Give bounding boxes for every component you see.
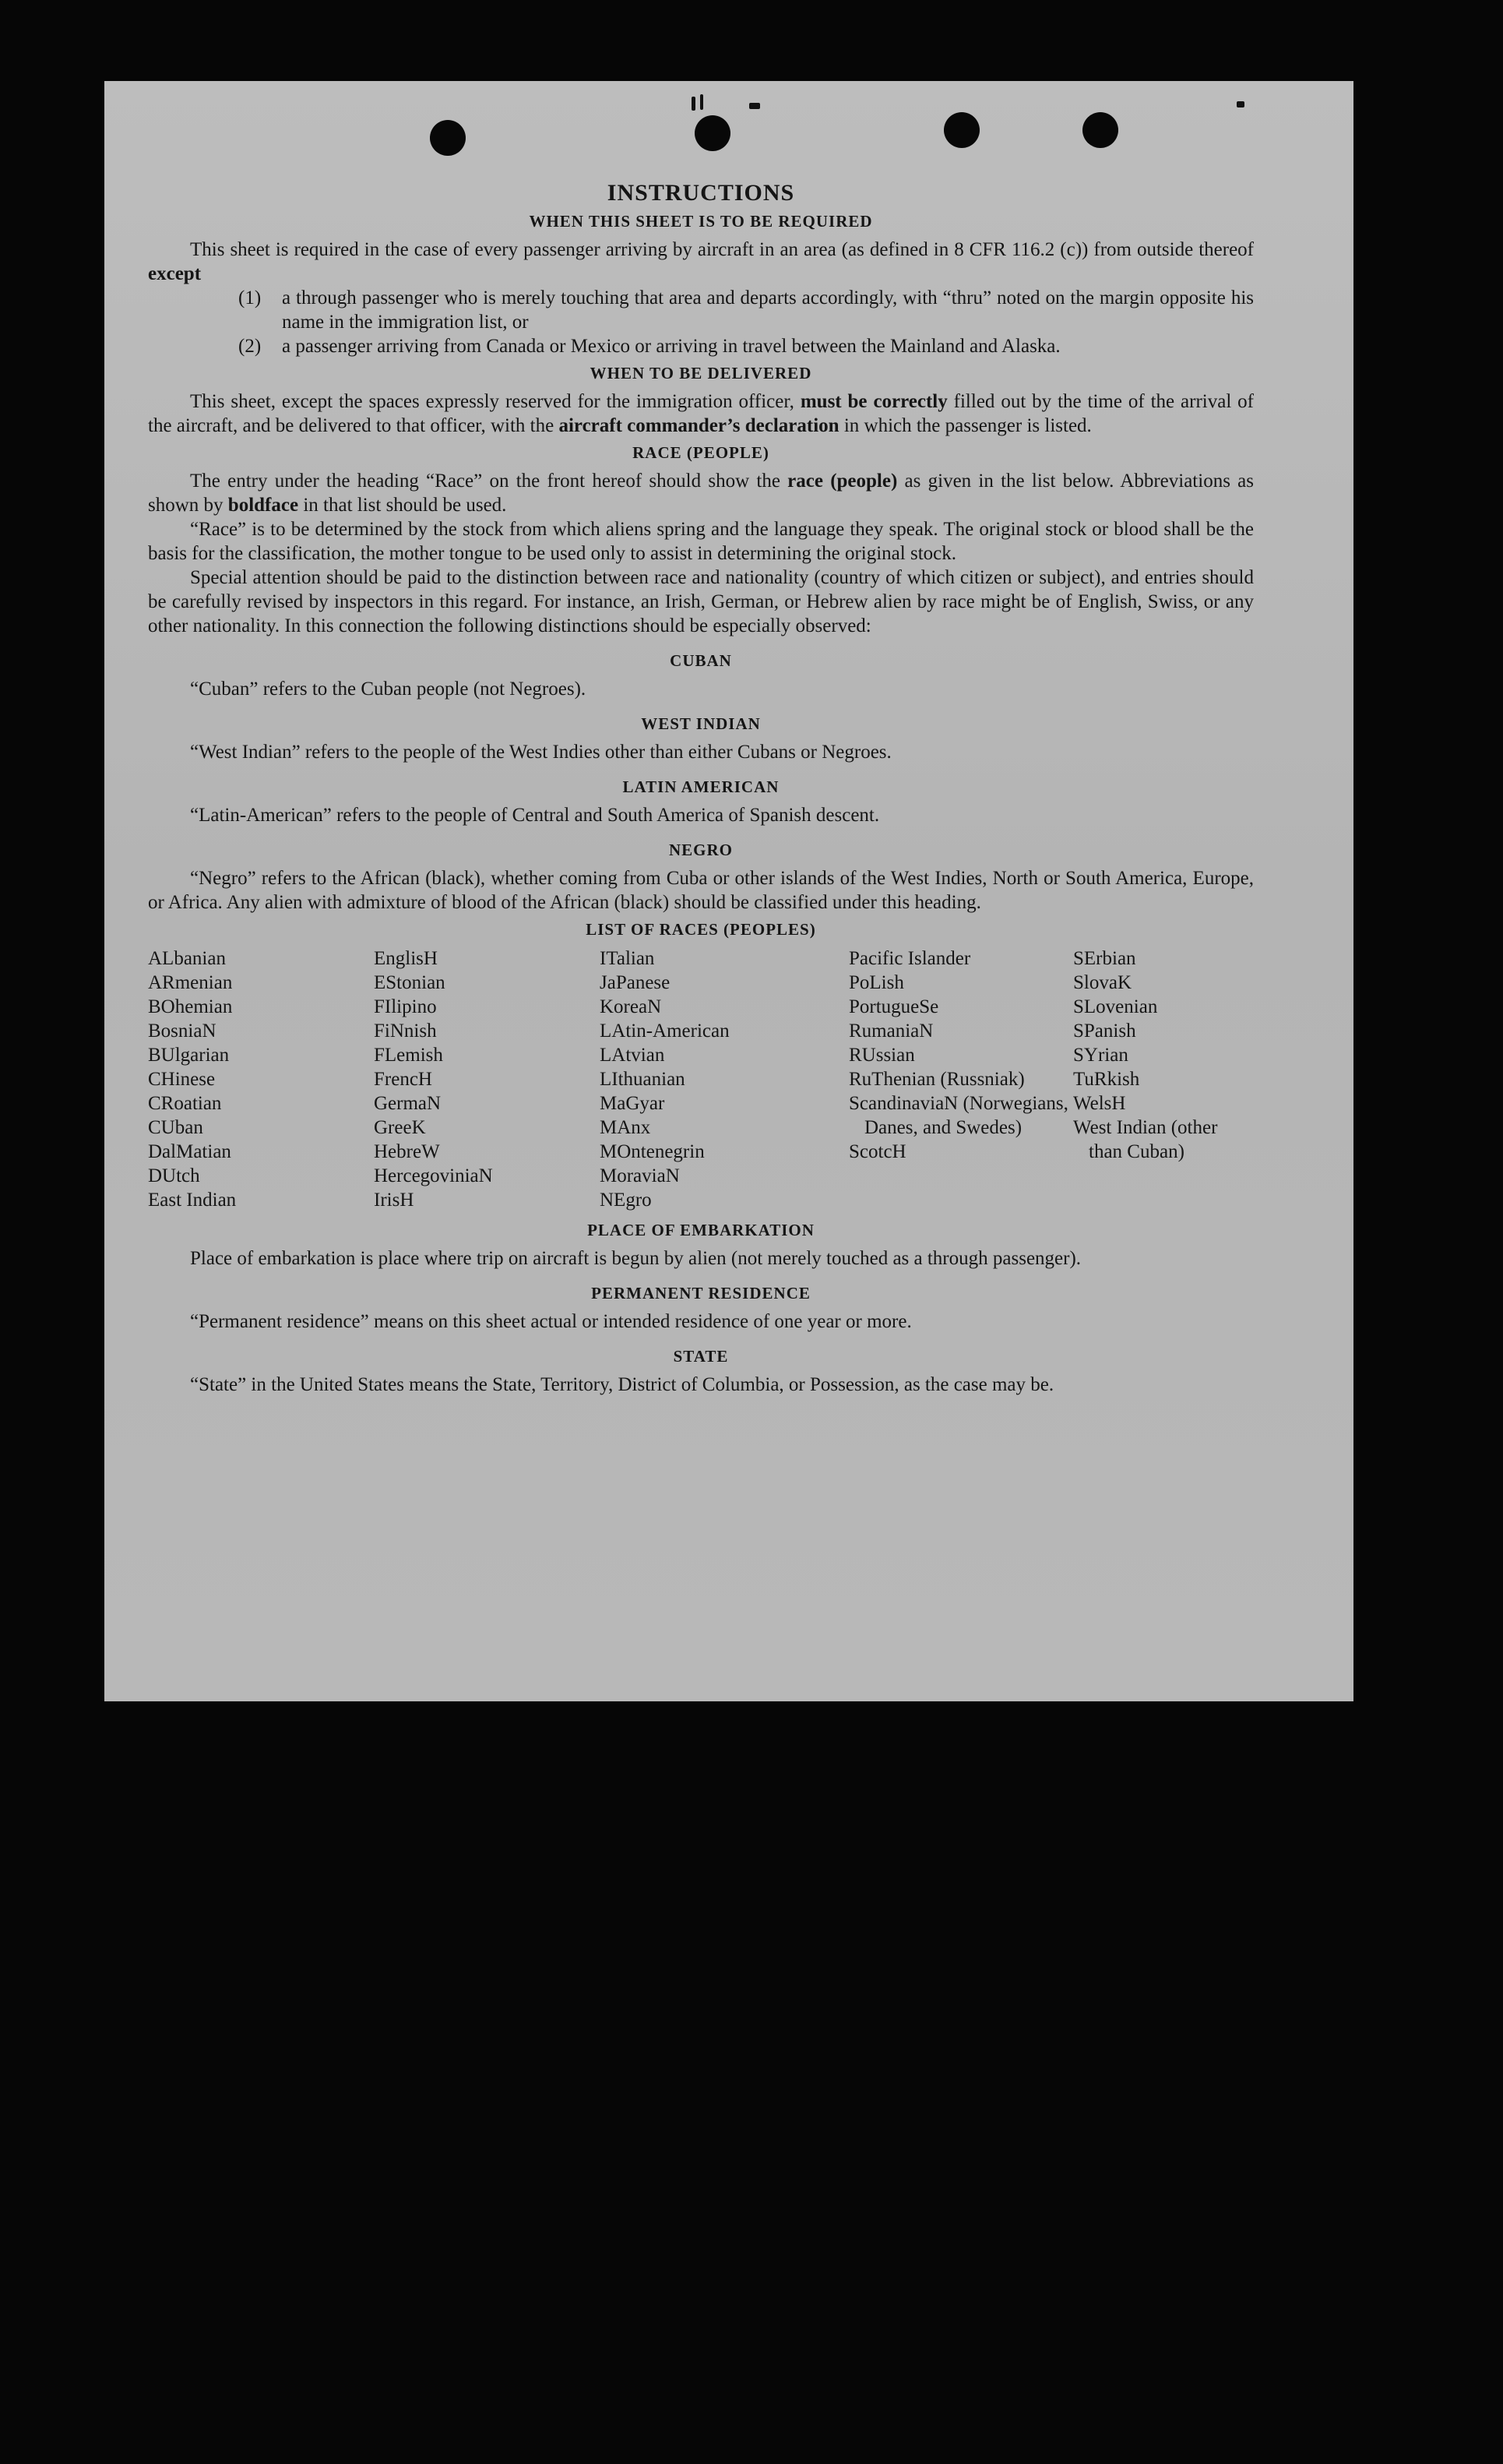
race-entry: BOhemian bbox=[148, 996, 233, 1017]
race-paragraph-3: Special attention should be paid to the distinction between race and nationality (country of which citizen or subject), and entries should be carefully revised by inspectors in this regard. For instance, an Irish, German, or Hebrew alien by race might be of English, Swiss, or any other nationality. In this connection the following distinctions should be especially observed: bbox=[148, 567, 1254, 636]
race-entry: FIlipino bbox=[374, 996, 437, 1017]
residence-text: “Permanent residence” means on this sheet actual or intended residence of one year or more. bbox=[190, 1311, 912, 1332]
race-entry: FrencH bbox=[374, 1069, 432, 1090]
race-entry: NEgro bbox=[600, 1190, 652, 1211]
required-item-2: (2) a passenger arriving from Canada or Mexico or arriving in travel between the Mainland and Alaska. bbox=[238, 336, 1061, 357]
race-entry: DalMatian bbox=[148, 1141, 231, 1162]
race-entry: FiNnish bbox=[374, 1020, 437, 1042]
required-intro: This sheet is required in the case of every passenger arriving by aircraft in an area (as defined in 8 CFR 116.2 (c)) from outside thereof except bbox=[148, 239, 1254, 284]
ink-speck bbox=[1237, 101, 1244, 108]
heading-when-required: WHEN THIS SHEET IS TO BE REQUIRED bbox=[529, 212, 873, 231]
state-text: “State” in the United States means the State, Territory, District of Columbia, or Possession, as the case may be. bbox=[190, 1374, 1054, 1395]
race-entry: ScandinaviaN (Norwegians, Danes, and Swedes) bbox=[849, 1093, 1068, 1138]
heading-race: RACE (PEOPLE) bbox=[632, 443, 769, 462]
race-entry: RuThenian (Russniak) bbox=[849, 1069, 1025, 1090]
punch-hole bbox=[1082, 112, 1118, 148]
race-entry: FLemish bbox=[374, 1045, 443, 1066]
races-column-2 bbox=[374, 946, 600, 1212]
page-title: INSTRUCTIONS bbox=[607, 180, 795, 206]
race-entry: KoreaN bbox=[600, 996, 662, 1017]
heading-latin-american: LATIN AMERICAN bbox=[622, 777, 780, 796]
ink-speck bbox=[700, 94, 703, 110]
west-indian-text: “West Indian” refers to the people of the West Indies other than either Cubans or Negroes. bbox=[190, 742, 892, 763]
instructions-content bbox=[148, 181, 1254, 1397]
race-entry: IrisH bbox=[374, 1190, 414, 1211]
races-column-5 bbox=[1073, 946, 1254, 1212]
race-paragraph-1: The entry under the heading “Race” on the front hereof should show the race (people) as given in the list below. Abbreviations as shown by boldface in that list should be used. bbox=[148, 471, 1255, 516]
ink-speck bbox=[692, 97, 695, 111]
punch-hole bbox=[944, 112, 980, 148]
races-column-4 bbox=[849, 946, 1073, 1212]
delivered-text: This sheet, except the spaces expressly reserved for the immigration officer, must be correctly filled out by the time of the arrival of the aircraft, and be delivered to that officer, with the aircraft commander’s declaration in which the passenger is listed. bbox=[148, 391, 1255, 436]
race-entry: ScotcH bbox=[849, 1141, 906, 1162]
embarkation-text: Place of embarkation is place where trip on aircraft is begun by alien (not merely touched as a through passenger). bbox=[190, 1248, 1082, 1269]
heading-place-of-embarkation: PLACE OF EMBARKATION bbox=[587, 1221, 815, 1239]
race-entry: PoLish bbox=[849, 972, 904, 993]
race-entry: TuRkish bbox=[1073, 1069, 1140, 1090]
race-entry: SLovenian bbox=[1073, 996, 1158, 1017]
heading-when-delivered: WHEN TO BE DELIVERED bbox=[590, 364, 812, 382]
race-entry: SPanish bbox=[1073, 1020, 1136, 1042]
latin-american-text: “Latin-American” refers to the people of Central and South America of Spanish descent. bbox=[190, 805, 880, 826]
race-entry: CRoatian bbox=[148, 1093, 222, 1114]
race-entry: JaPanese bbox=[600, 972, 671, 993]
race-entry: PortugueSe bbox=[849, 996, 939, 1017]
race-entry: CUban bbox=[148, 1117, 203, 1138]
cuban-text: “Cuban” refers to the Cuban people (not Negroes). bbox=[190, 679, 586, 700]
race-entry: LAtin-American bbox=[600, 1020, 730, 1042]
race-entry: BosniaN bbox=[148, 1020, 216, 1042]
race-entry: CHinese bbox=[148, 1069, 216, 1090]
heading-negro: NEGRO bbox=[668, 841, 733, 859]
race-entry: LAtvian bbox=[600, 1045, 665, 1066]
race-entry: RUssian bbox=[849, 1045, 915, 1066]
race-entry: EStonian bbox=[374, 972, 445, 993]
race-entry: Pacific Islander bbox=[849, 948, 971, 969]
heading-cuban: CUBAN bbox=[670, 651, 732, 670]
race-entry: GermaN bbox=[374, 1093, 442, 1114]
races-column-3 bbox=[600, 946, 849, 1212]
race-entry: ITalian bbox=[600, 948, 655, 969]
race-entry: HebreW bbox=[374, 1141, 440, 1162]
race-entry: DUtch bbox=[148, 1165, 200, 1186]
negro-text: “Negro” refers to the African (black), whether coming from Cuba or other islands of the West Indies, North or South America, Europe, or Africa. Any alien with admixture of blood of the African (black) should be classified under this heading. bbox=[148, 868, 1254, 913]
race-paragraph-2: “Race” is to be determined by the stock from which aliens spring and the language they speak. The original stock or blood shall be the basis for the classification, the mother tongue to be used only to assist in determining the original stock. bbox=[148, 519, 1254, 564]
race-entry: ARmenian bbox=[148, 972, 233, 993]
race-entry: West Indian (other than Cuban) bbox=[1073, 1117, 1218, 1162]
heading-west-indian: WEST INDIAN bbox=[641, 714, 761, 733]
race-entry: MaGyar bbox=[600, 1093, 665, 1114]
race-entry: East Indian bbox=[148, 1190, 237, 1211]
race-entry: HercegoviniaN bbox=[374, 1165, 493, 1186]
race-entry: BUlgarian bbox=[148, 1045, 230, 1066]
race-entry: WelsH bbox=[1073, 1093, 1126, 1114]
races-list bbox=[148, 946, 1254, 1212]
punch-hole bbox=[695, 115, 730, 151]
race-entry: SlovaK bbox=[1073, 972, 1132, 993]
race-entry: LIthuanian bbox=[600, 1069, 685, 1090]
heading-permanent-residence: PERMANENT RESIDENCE bbox=[591, 1284, 811, 1303]
ink-speck bbox=[749, 103, 760, 109]
race-entry: SErbian bbox=[1073, 948, 1136, 969]
race-entry: ALbanian bbox=[148, 948, 226, 969]
race-entry: MoraviaN bbox=[600, 1165, 680, 1186]
document-sheet bbox=[104, 81, 1353, 1701]
race-entry: MAnx bbox=[600, 1117, 651, 1138]
race-entry: RumaniaN bbox=[849, 1020, 934, 1042]
heading-state: STATE bbox=[673, 1347, 729, 1366]
race-entry: EnglisH bbox=[374, 948, 438, 969]
races-column-1 bbox=[148, 946, 374, 1212]
heading-list-of-races: LIST OF RACES (PEOPLES) bbox=[586, 920, 816, 939]
required-item-1: (1) a through passenger who is merely touching that area and departs accordingly, with “thru” noted on the margin opposite his name in the immigration list, or bbox=[238, 287, 1254, 333]
punch-hole bbox=[430, 120, 466, 156]
race-entry: GreeK bbox=[374, 1117, 426, 1138]
race-entry: MOntenegrin bbox=[600, 1141, 705, 1162]
race-entry: SYrian bbox=[1073, 1045, 1128, 1066]
